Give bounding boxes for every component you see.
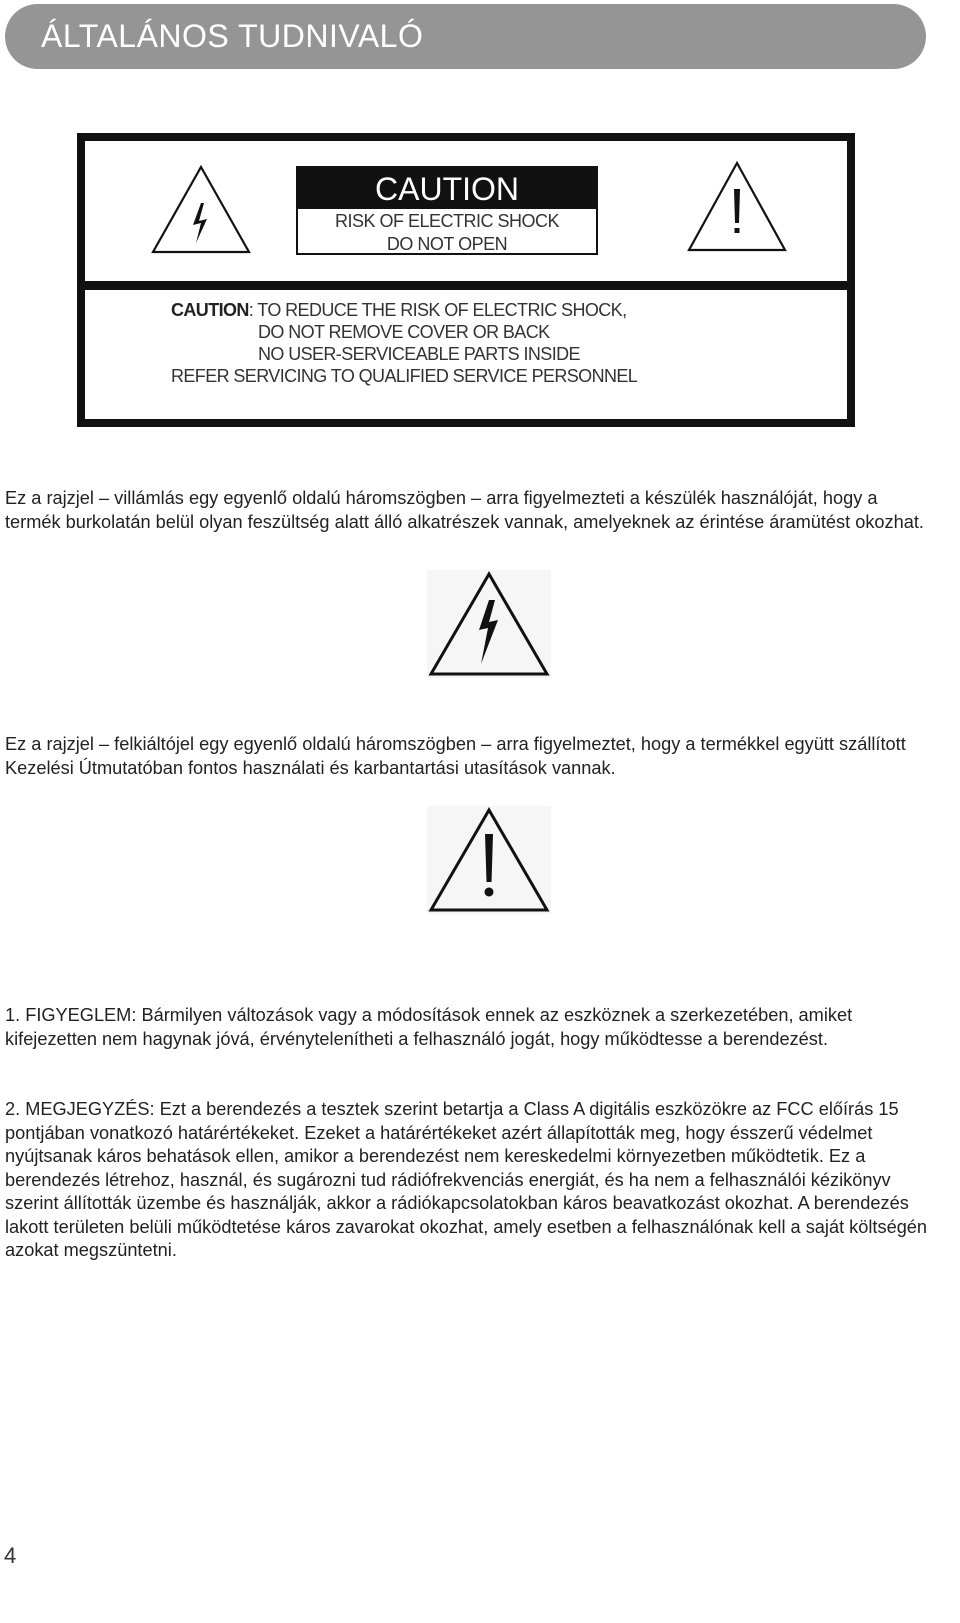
paragraph-lightning: Ez a rajzjel – villámlás egy egyenlő oldalú háromszögben – arra figyelmezteti a készülék használóját, hogy a termék burkolatán belül olyan feszültség alatt álló alkatrészek vannak, amelyeknek az érintése áramütést okozhat.	[5, 488, 924, 532]
caution-line3: NO USER-SERVICEABLE PARTS INSIDE	[258, 344, 580, 364]
caution-label-line2: DO NOT OPEN	[386, 234, 508, 254]
lightning-symbol-icon	[427, 570, 551, 678]
paragraph-note-1: 1. FIGYEGLEM: Bármilyen változások vagy a módosítások ennek az eszköznek a szerkezetében, amiket kifejezetten nem hagynak jóvá, érvénytelenítheti a felhasználó jogát, hogy működtesse a berendezést.	[5, 1005, 853, 1049]
caution-label-line1: RISK OF ELECTRIC SHOCK	[334, 211, 560, 231]
caution-instructions-line1	[171, 299, 637, 321]
exclamation-warning-triangle-icon	[685, 159, 789, 255]
caution-line2: DO NOT REMOVE COVER OR BACK	[258, 322, 550, 342]
caution-line1: : TO REDUCE THE RISK OF ELECTRIC SHOCK,	[248, 300, 627, 320]
paragraph-note-2: 2. MEGJEGYZÉS: Ezt a berendezés a tesztek szerint betartja a Class A digitális eszközökre az FCC előírás 15 pontjában vonatkozó határértékeket. Ezeket a határértékeket azért állapították meg, hogy ésszerű védelmet nyújtsanak káros behatások ellen, amikor a berendezést nem kereskedelmi környezetben működtetik. Ez a berendezés létrehoz, használ, és sugározni tud rádiófrekvenciás energiát, és ha nem a felhasználói kézikönyv szerint állították üzembe és használják, akkor a rádiókapcsolatokban káros beavatkozást okozhat. A berendezés lakott területen belüli működtetése káros zavarokat okozhat, amely esetben a felhasználónak kell a saját költségén azokat megszüntetni.	[5, 1099, 928, 1260]
lightning-warning-triangle-icon	[149, 163, 253, 257]
caution-instructions	[171, 299, 637, 387]
section-title: ÁLTALÁNOS TUDNIVALÓ	[41, 18, 424, 54]
caution-label-title: CAUTION	[298, 168, 596, 209]
caution-divider	[85, 281, 847, 290]
exclamation-symbol-icon	[427, 806, 551, 914]
caution-line4: REFER SERVICING TO QUALIFIED SERVICE PERSONNEL	[171, 366, 638, 386]
caution-prefix: CAUTION	[171, 300, 249, 320]
paragraph-exclamation: Ez a rajzjel – felkiáltójel egy egyenlő oldalú háromszögben – arra figyelmeztet, hogy a termékkel együtt szállított Kezelési Útmutatóban fontos használati és karbantartási utasítások vannak.	[5, 734, 906, 778]
caution-box	[77, 133, 855, 427]
section-header	[5, 4, 926, 69]
caution-label	[296, 166, 598, 255]
page-number: 4	[4, 1543, 17, 1568]
